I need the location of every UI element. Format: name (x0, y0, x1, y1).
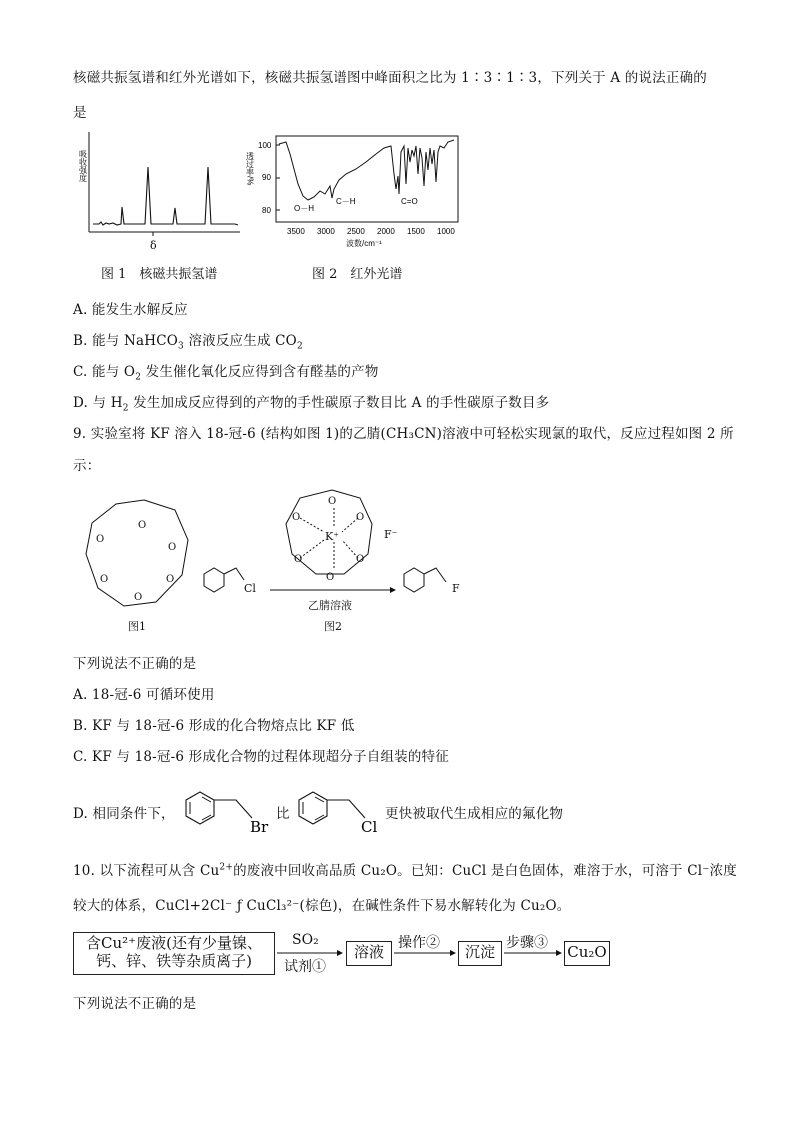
complex-o-2: O (356, 512, 365, 523)
fluoride-anion: F⁻ (384, 528, 398, 541)
benzyl-chloride-structure (293, 780, 389, 836)
q9-option-a: A. 18-冠-6 可循环使用 (73, 687, 215, 703)
q9-stem-line2: 示： (73, 458, 101, 474)
complex-o-4: O (326, 572, 335, 583)
complex-o-3: O (356, 554, 365, 565)
complex-o-1: O (328, 496, 337, 507)
crown-o-2: O (168, 542, 177, 553)
fig2-label: 图2 (324, 620, 342, 633)
flow-arrow1-bottom: 试剂① (284, 959, 326, 975)
ir-xtick-1500: 1500 (407, 227, 425, 236)
ir-spectrum-figure (246, 134, 466, 252)
ir-xtick-2500: 2500 (347, 227, 365, 236)
flow-box1-line2: 钙、锌、铁等杂质离子) (96, 952, 252, 970)
q10-stem-line2: 较大的体系，CuCl+2Cl⁻ ƒ CuCl₃²⁻(棕色)，在碱性条件下易水解转化为 Cu₂O。 (73, 898, 571, 914)
ir-trace (279, 140, 454, 200)
q9-option-c: C. KF 与 18-冠-6 形成化合物的过程体现超分子自组装的特征 (73, 749, 449, 765)
ir-xlabel: 波数/cm⁻¹ (346, 239, 382, 248)
q8-option-d: D. 与 $H_2$ 发生加成反应得到的产物的手性碳原子数目比 A 的手性碳原子数目多 (73, 395, 550, 414)
q8-option-a: A. 能发生水解反应 (73, 302, 188, 318)
q9-option-b: B. KF 与 18-冠-6 形成的化合物熔点比 KF 低 (73, 718, 355, 734)
ir-ytick-100: 100 (258, 141, 272, 150)
q9-option-d-post: 更快被取代生成相应的氟化物 (385, 806, 564, 822)
fig2-caption: 图 2 红外光谱 (312, 267, 403, 282)
q8-option-c: C. 能与 $O_2$ 发生催化氧化反应得到含有醛基的产物 (73, 364, 379, 383)
ir-xtick-2000: 2000 (377, 227, 395, 236)
ir-xtick-3500: 3500 (287, 227, 305, 236)
flow-box-precipitate: 沉淀 (458, 941, 502, 966)
q9-prompt: 下列说法不正确的是 (73, 656, 197, 672)
chlorine-label: Cl (361, 818, 378, 836)
q9-option-d-compare: 比 (276, 806, 290, 822)
bromine-label: Br (250, 818, 269, 836)
nmr-ylabel: 吸收强度 (78, 150, 88, 182)
flow-box-cu2o: Cu₂O (564, 941, 610, 966)
nmr-xlabel: δ (150, 239, 157, 252)
flow-arrow1-top: SO₂ (292, 932, 319, 948)
crown-o-1: O (138, 520, 147, 531)
arrow-label: 乙腈溶液 (308, 599, 352, 612)
ir-annot-oh: O－H (294, 204, 314, 213)
q8-option-b: B. 能与 NaHCO$_3$ 溶液反应生成 $CO_2$ (73, 333, 303, 352)
flow-box1-line1: 含Cu²⁺废液(还有少量镍、 (86, 934, 262, 952)
q9-option-d-pre: D. 相同条件下， (73, 806, 175, 822)
nmr-spectrum-figure (75, 130, 245, 252)
fig1-label: 图1 (128, 620, 146, 633)
q8-stem-line2: 是 (73, 105, 87, 121)
crown-ether-reaction-figure (72, 478, 492, 640)
ir-annot-ch: C－H (336, 197, 356, 206)
benzyl-fluoride-f: F (452, 582, 460, 595)
fig1-caption: 图 1 核磁共振氢谱 (101, 267, 218, 282)
complex-o-5: O (294, 554, 303, 565)
ir-ylabel: 透过率/% (246, 152, 255, 186)
ir-xtick-3000: 3000 (317, 227, 335, 236)
crown-o-4: O (134, 592, 143, 603)
q10-prompt: 下列说法不正确的是 (73, 996, 197, 1012)
complex-o-6: O (292, 512, 301, 523)
k-cation: K⁺ (325, 530, 340, 543)
ir-ytick-90: 90 (262, 173, 271, 182)
flow-arrow2-top: 操作② (398, 935, 440, 951)
crown-o-3: O (166, 574, 175, 585)
ir-annot-co: C=O (401, 197, 418, 206)
crown-o-5: O (100, 574, 109, 585)
ir-ytick-80: 80 (262, 206, 271, 215)
flow-box-waste-liquid (73, 932, 275, 975)
ir-xtick-1000: 1000 (437, 227, 455, 236)
q9-stem-line1: 9. 实验室将 KF 溶入 18-冠-6 (结构如图 1)的乙腈(CH₃CN)溶液中可轻松实现氯的取代，反应过程如图 2 所 (73, 426, 734, 442)
q10-stem-line1: 10. 以下流程可从含 $Cu^{2+}$的废液中回收高品质 Cu₂O。已知：CuCl 是白色固体，难溶于水，可溶于 Cl⁻浓度 (73, 862, 737, 879)
flow-arrow3-top: 步骤③ (506, 935, 548, 951)
benzyl-bromide-structure (180, 780, 280, 836)
flow-box-solution: 溶液 (346, 941, 392, 966)
crown-o-6: O (96, 534, 105, 545)
q8-stem-line1: 核磁共振氢谱和红外光谱如下，核磁共振氢谱图中峰面积之比为 1∶3∶1∶3，下列关于 A 的说法正确的 (73, 70, 707, 86)
nmr-trace (93, 167, 238, 225)
benzyl-chloride-cl: Cl (244, 582, 256, 595)
